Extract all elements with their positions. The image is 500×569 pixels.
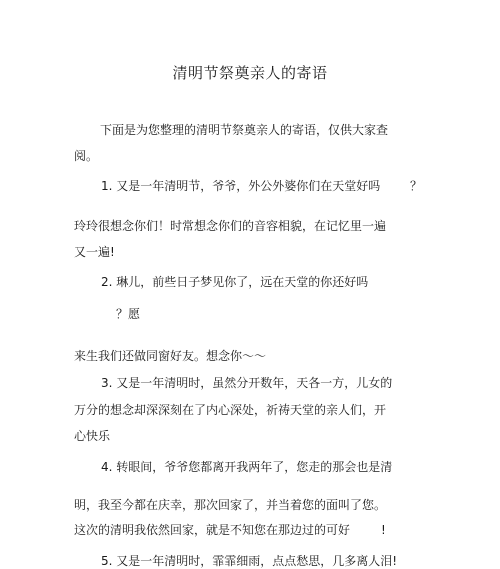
paragraph-line: 1. 又是一年清明节，爷爷，外公外婆你们在天堂好吗: [101, 179, 381, 193]
paragraph-line: !: [381, 523, 386, 537]
paragraph-line: 这次的清明我依然回家，就是不知您在那边过的可好: [74, 523, 351, 537]
document-title: 清明节祭奠亲人的寄语: [172, 64, 328, 82]
paragraph-line: 明，我至今都在庆幸，那次回家了，并当着您的面叫了您。: [74, 498, 387, 512]
paragraph-line: 心快乐: [74, 429, 111, 443]
paragraph-line: 来生我们还做同窗好友。想念你～～: [74, 349, 267, 363]
paragraph-line: 又一遍!: [74, 245, 115, 259]
paragraph-line: 5. 又是一年清明时，霏霏细雨，点点愁思，几多离人泪!: [101, 554, 398, 568]
paragraph-line: 阅。: [74, 149, 99, 163]
paragraph-line: 玲玲很想念你们！时常想念你们的音容相貌，在记忆里一遍: [74, 219, 387, 233]
paragraph-line: ？: [410, 179, 423, 193]
paragraph-line: 2. 琳儿，前些日子梦见你了，远在天堂的你还好吗: [101, 275, 369, 289]
paragraph-line: 下面是为您整理的清明节祭奠亲人的寄语，仅供大家查: [100, 123, 389, 137]
paragraph-line: ？愿: [116, 307, 141, 321]
paragraph-line: 3. 又是一年清明时，虽然分开数年，天各一方，儿女的: [101, 376, 393, 390]
paragraph-line: 4. 转眼间，爷爷您都离开我两年了，您走的那会也是清: [101, 460, 393, 474]
paragraph-line: 万分的想念却深深刻在了内心深处，祈祷天堂的亲人们，开: [74, 403, 387, 417]
